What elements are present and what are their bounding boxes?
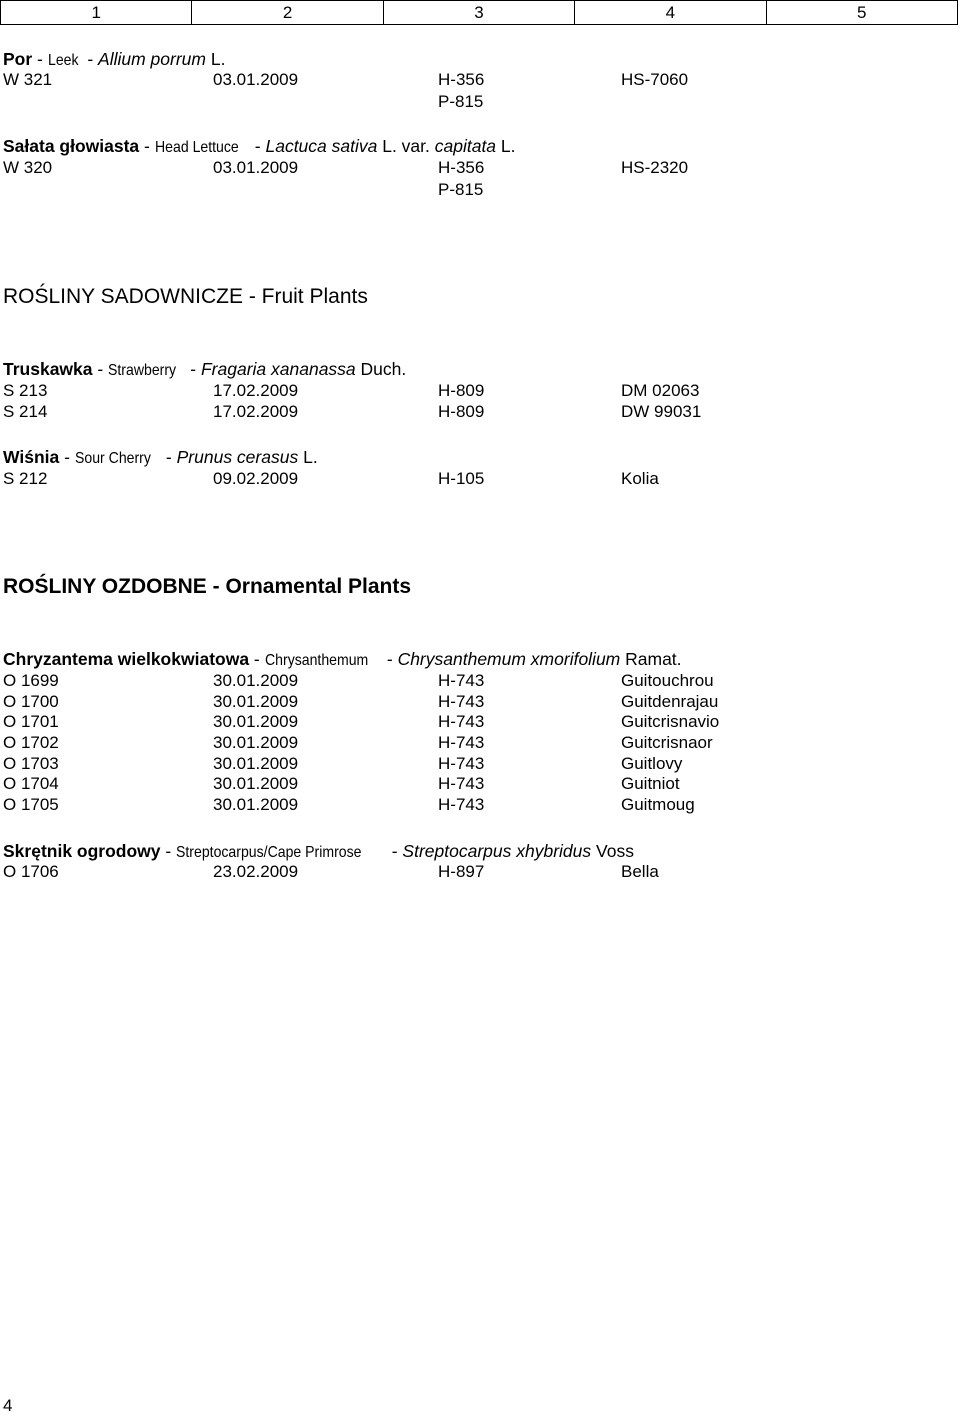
- table-row: P-815: [438, 92, 484, 111]
- section-title-ornamental-plants: ROŚLINY OZDOBNE - Ornamental Plants: [3, 575, 412, 598]
- table-row: O 1705 30.01.2009 H-743 Guitmoug: [3, 795, 695, 814]
- species-heading-streptocarpus: Skrętnik ogrodowy - Streptocarpus/Cape Primrose - Streptocarpus xhybridus Voss: [3, 841, 634, 861]
- table-row: O 1702 30.01.2009 H-743 Guitcrisnaor: [3, 733, 713, 752]
- table-row: W 320 03.01.2009 H-356 HS-2320: [3, 158, 689, 177]
- table-row: W 321 03.01.2009 H-356 HS-7060: [3, 70, 689, 89]
- table-row: O 1704 30.01.2009 H-743 Guitniot: [3, 774, 680, 793]
- species-heading-strawberry: Truskawka - Strawberry - Fragaria xananassa Duch.: [3, 359, 407, 379]
- table-row: O 1701 30.01.2009 H-743 Guitcrisnavio: [3, 712, 720, 731]
- column-number: 3: [383, 1, 574, 25]
- table-row: O 1700 30.01.2009 H-743 Guitdenrajau: [3, 692, 719, 711]
- species-heading-lettuce: Sałata głowiasta - Head Lettuce - Lactuca sativa L. var. capitata L.: [3, 136, 516, 156]
- column-number-header: [0, 0, 958, 25]
- section-title-fruit-plants: ROŚLINY SADOWNICZE - Fruit Plants: [3, 285, 368, 308]
- column-number: 1: [1, 1, 192, 25]
- species-heading-leek: Por - Leek - Allium porrum L.: [3, 49, 226, 69]
- table-row: S 214 17.02.2009 H-809 DW 99031: [3, 402, 702, 421]
- species-heading-sour-cherry: Wiśnia - Sour Cherry - Prunus cerasus L.: [3, 447, 318, 467]
- table-row: O 1706 23.02.2009 H-897 Bella: [3, 862, 659, 881]
- table-row: P-815: [438, 180, 484, 199]
- species-heading-chrysanthemum: Chryzantema wielkokwiatowa - Chrysanthemum - Chrysanthemum xmorifolium Ramat.: [3, 649, 682, 669]
- table-row: S 213 17.02.2009 H-809 DM 02063: [3, 381, 700, 400]
- table-row: O 1703 30.01.2009 H-743 Guitlovy: [3, 754, 683, 773]
- page-number: 4: [3, 1396, 13, 1415]
- column-number: 5: [766, 1, 957, 25]
- table-row: S 212 09.02.2009 H-105 Kolia: [3, 469, 659, 488]
- column-number: 2: [192, 1, 383, 25]
- table-row: O 1699 30.01.2009 H-743 Guitouchrou: [3, 671, 714, 690]
- column-number: 4: [575, 1, 766, 25]
